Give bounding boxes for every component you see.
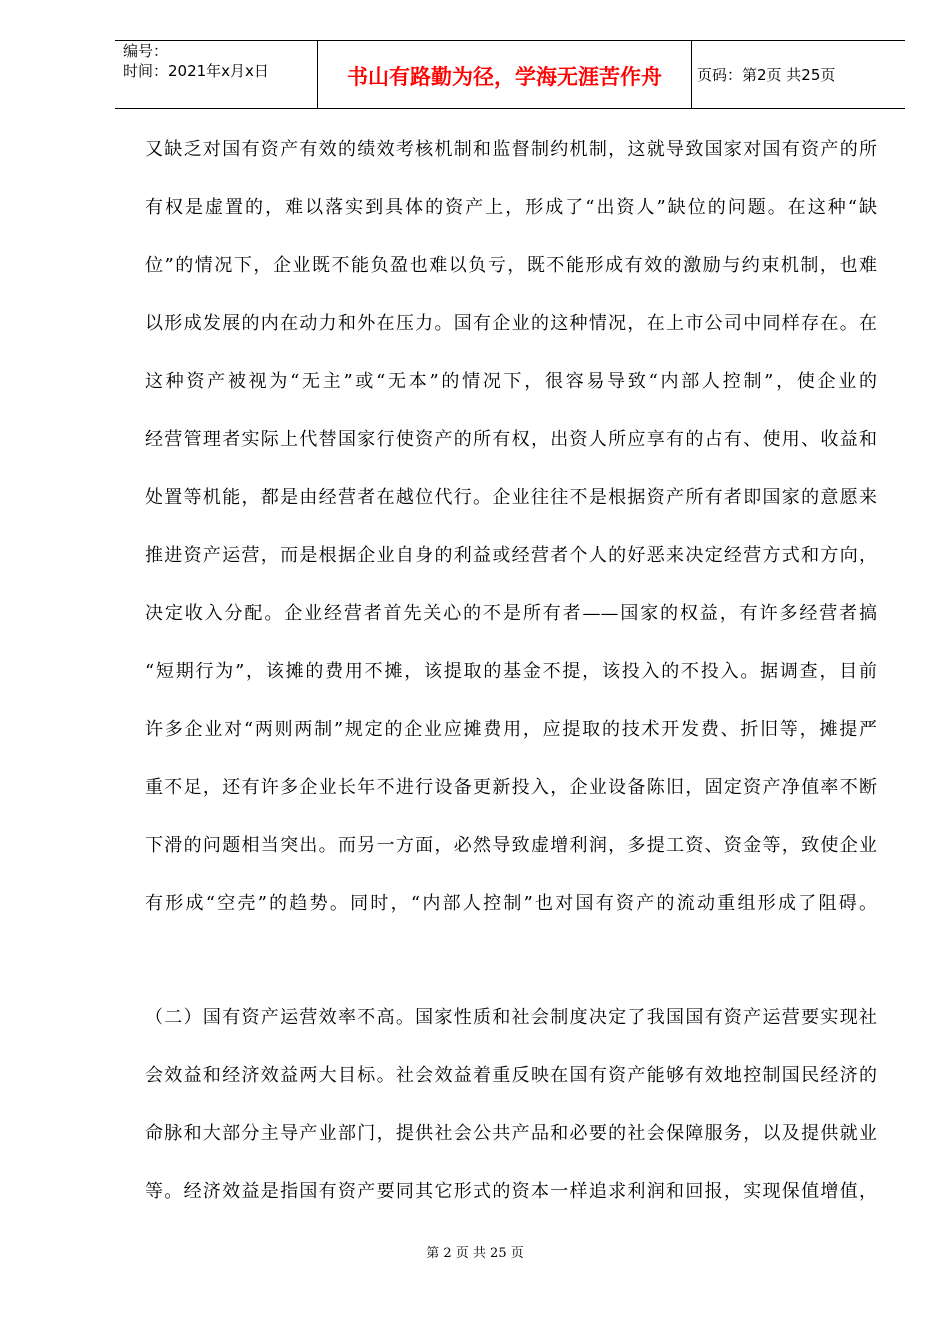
header-page-cell: [691, 41, 905, 108]
paragraph-1-line: 以形成发展的内在动力和外在压力。国有企业的这种情况，在上市公司中同样存在。在: [145, 313, 877, 334]
paragraph-1-line: 下滑的问题相当突出。而另一方面，必然导致虚增利润，多提工资、资金等，致使企业: [145, 835, 877, 856]
header-meta-cell: [115, 41, 317, 108]
paragraph-1-line: 这种资产被视为“无主”或“无本”的情况下，很容易导致“内部人控制”，使企业的: [145, 371, 877, 392]
header-motto: 书山有路勤为径，学海无涯苦作舟: [347, 65, 662, 89]
header-motto-cell: [317, 41, 692, 108]
paragraph-1-line: 有权是虚置的，难以落实到具体的资产上，形成了“出资人”缺位的问题。在这种“缺: [145, 197, 877, 218]
paragraph-1-line: 有形成“空壳”的趋势。同时，“内部人控制”也对国有资产的流动重组形成了阻碍。: [145, 893, 877, 914]
paragraph-1-line: 位”的情况下，企业既不能负盈也难以负亏，既不能形成有效的激励与约束机制，也难: [145, 255, 877, 276]
paragraph-1-line: 又缺乏对国有资产有效的绩效考核机制和监督制约机制，这就导致国家对国有资产的所: [145, 139, 877, 160]
paragraph-1-line: 处置等机能，都是由经营者在越位代行。企业往往不是根据资产所有者即国家的意愿来: [145, 487, 877, 508]
paragraph-1-line: 许多企业对“两则两制”规定的企业应摊费用，应提取的技术开发费、折旧等，摊提严: [145, 719, 877, 740]
page-footer: [0, 1244, 950, 1264]
paragraph-2-line: 等。经济效益是指国有资产要同其它形式的资本一样追求利润和回报，实现保值增值，: [145, 1181, 877, 1202]
paragraph-1-line: 重不足，还有许多企业长年不进行设备更新投入，企业设备陈旧，固定资产净值率不断: [145, 777, 877, 798]
footer-page-number: 第 2 页 共 25 页: [426, 1246, 524, 1261]
paragraph-1-line: 推进资产运营，而是根据企业自身的利益或经营者个人的好恶来决定经营方式和方向，: [145, 545, 877, 566]
paragraph-2-line: 命脉和大部分主导产业部门，提供社会公共产品和必要的社会保障服务，以及提供就业: [145, 1123, 877, 1144]
paragraph-1-line: 经营管理者实际上代替国家行使资产的所有权，出资人所应享有的占有、使用、收益和: [145, 429, 877, 450]
document-time-label: 时间：2021年x月x日: [123, 62, 269, 80]
header-page-info: 页码：第2页 共25页: [697, 66, 836, 84]
paragraph-1-line: “短期行为”，该摊的费用不摊，该提取的基金不提，该投入的不投入。据调查，目前: [145, 661, 877, 682]
paragraph-2-line: （二）国有资产运营效率不高。国家性质和社会制度决定了我国国有资产运营要实现社: [145, 1007, 877, 1028]
paragraph-2-line: 会效益和经济效益两大目标。社会效益着重反映在国有资产能够有效地控制国民经济的: [145, 1065, 877, 1086]
page-header: [115, 40, 905, 109]
paragraph-1-line: 决定收入分配。企业经营者首先关心的不是所有者——国家的权益，有许多经营者搞: [145, 603, 877, 624]
document-number-label: 编号：: [123, 42, 169, 60]
